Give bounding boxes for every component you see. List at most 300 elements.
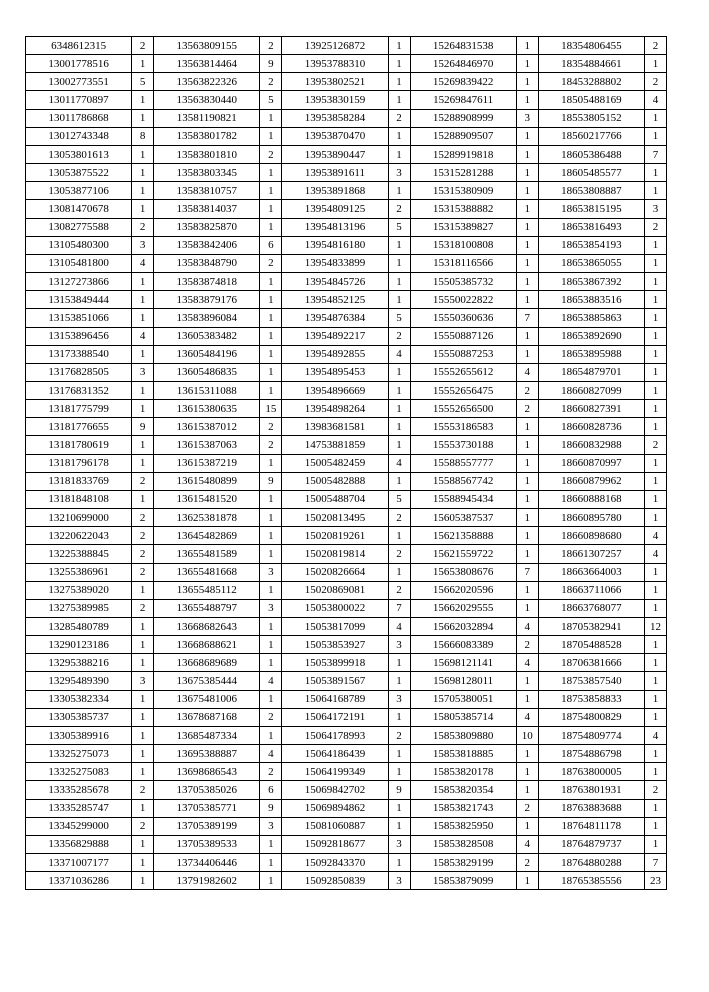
phone-number-cell: 13954809125 xyxy=(282,200,388,218)
count-cell: 1 xyxy=(388,182,410,200)
phone-number-cell: 13605486835 xyxy=(154,363,260,381)
phone-number-cell: 15064178993 xyxy=(282,726,388,744)
phone-number-cell: 13953802521 xyxy=(282,73,388,91)
phone-number-cell: 13954813196 xyxy=(282,218,388,236)
phone-number-cell: 15315389827 xyxy=(410,218,516,236)
table-row xyxy=(26,636,667,654)
phone-number-cell: 15853820354 xyxy=(410,781,516,799)
phone-number-cell: 15264831538 xyxy=(410,37,516,55)
phone-number-cell: 18660827099 xyxy=(538,381,644,399)
table-row xyxy=(26,563,667,581)
count-cell: 1 xyxy=(644,636,666,654)
phone-number-cell: 15081060887 xyxy=(282,817,388,835)
count-cell: 1 xyxy=(132,872,154,890)
count-cell: 1 xyxy=(516,55,538,73)
count-cell: 1 xyxy=(516,218,538,236)
count-cell: 1 xyxy=(388,273,410,291)
table-row xyxy=(26,327,667,345)
count-cell: 1 xyxy=(516,91,538,109)
count-cell: 2 xyxy=(644,781,666,799)
count-cell: 1 xyxy=(260,854,282,872)
phone-number-cell: 13615481520 xyxy=(154,490,260,508)
phone-number-cell: 18654879701 xyxy=(538,363,644,381)
count-cell: 1 xyxy=(260,327,282,345)
count-cell: 4 xyxy=(388,454,410,472)
phone-number-cell: 14753881859 xyxy=(282,436,388,454)
table-row xyxy=(26,618,667,636)
count-cell: 1 xyxy=(644,708,666,726)
phone-number-cell: 13181848108 xyxy=(26,490,132,508)
count-cell: 1 xyxy=(516,454,538,472)
phone-number-cell: 15005488704 xyxy=(282,490,388,508)
phone-number-cell: 13953891611 xyxy=(282,164,388,182)
table-row xyxy=(26,454,667,472)
phone-number-cell: 15552655612 xyxy=(410,363,516,381)
phone-number-cell: 13011770897 xyxy=(26,91,132,109)
table-row xyxy=(26,182,667,200)
table-row xyxy=(26,145,667,163)
phone-number-cell: 13176831352 xyxy=(26,381,132,399)
table-row xyxy=(26,91,667,109)
count-cell: 1 xyxy=(516,182,538,200)
table-row xyxy=(26,781,667,799)
count-cell: 1 xyxy=(388,381,410,399)
phone-number-cell: 13345299000 xyxy=(26,817,132,835)
table-row xyxy=(26,236,667,254)
count-cell: 12 xyxy=(644,618,666,636)
phone-number-cell: 18653808887 xyxy=(538,182,644,200)
phone-number-cell: 15550360636 xyxy=(410,309,516,327)
phone-number-cell: 13583810757 xyxy=(154,182,260,200)
phone-number-cell: 15092818677 xyxy=(282,835,388,853)
phone-number-cell: 13655481589 xyxy=(154,545,260,563)
count-cell: 1 xyxy=(388,527,410,545)
table-row xyxy=(26,164,667,182)
count-cell: 2 xyxy=(516,400,538,418)
phone-number-cell: 13181775799 xyxy=(26,400,132,418)
table-row xyxy=(26,690,667,708)
phone-number-cell: 18764811178 xyxy=(538,817,644,835)
count-cell: 1 xyxy=(644,599,666,617)
phone-number-cell: 13645482869 xyxy=(154,527,260,545)
phone-number-cell: 13583825870 xyxy=(154,218,260,236)
phone-number-cell: 18764879737 xyxy=(538,835,644,853)
count-cell: 5 xyxy=(388,218,410,236)
phone-number-cell: 13081470678 xyxy=(26,200,132,218)
phone-number-cell: 13685487334 xyxy=(154,726,260,744)
phone-number-cell: 15662029555 xyxy=(410,599,516,617)
count-cell: 1 xyxy=(388,672,410,690)
count-cell: 5 xyxy=(132,73,154,91)
count-cell: 2 xyxy=(388,109,410,127)
count-cell: 1 xyxy=(516,527,538,545)
table-row xyxy=(26,599,667,617)
count-cell: 2 xyxy=(516,381,538,399)
count-cell: 1 xyxy=(644,581,666,599)
phone-number-cell: 13325275073 xyxy=(26,745,132,763)
phone-number-cell: 13305382334 xyxy=(26,690,132,708)
count-cell: 4 xyxy=(644,545,666,563)
count-cell: 1 xyxy=(132,799,154,817)
count-cell: 2 xyxy=(516,636,538,654)
count-cell: 1 xyxy=(260,200,282,218)
count-cell: 1 xyxy=(516,599,538,617)
count-cell: 1 xyxy=(644,400,666,418)
count-cell: 2 xyxy=(644,218,666,236)
count-cell: 1 xyxy=(516,37,538,55)
table-row xyxy=(26,835,667,853)
phone-number-cell: 13053801613 xyxy=(26,145,132,163)
phone-number-cell: 13953870470 xyxy=(282,127,388,145)
phone-number-cell: 13583896084 xyxy=(154,309,260,327)
count-cell: 1 xyxy=(516,781,538,799)
count-cell: 1 xyxy=(516,545,538,563)
phone-number-cell: 13153849444 xyxy=(26,291,132,309)
count-cell: 1 xyxy=(388,145,410,163)
count-cell: 1 xyxy=(388,563,410,581)
count-cell: 1 xyxy=(388,654,410,672)
count-cell: 1 xyxy=(644,835,666,853)
count-cell: 1 xyxy=(516,164,538,182)
count-cell: 2 xyxy=(260,145,282,163)
phone-number-cell: 15853825950 xyxy=(410,817,516,835)
count-cell: 1 xyxy=(132,309,154,327)
count-cell: 1 xyxy=(644,182,666,200)
count-cell: 1 xyxy=(516,127,538,145)
phone-number-cell: 15053817099 xyxy=(282,618,388,636)
phone-number-cell: 15020869081 xyxy=(282,581,388,599)
phone-number-cell: 18553805152 xyxy=(538,109,644,127)
count-cell: 1 xyxy=(132,745,154,763)
count-cell: 1 xyxy=(388,799,410,817)
count-cell: 1 xyxy=(260,490,282,508)
count-cell: 2 xyxy=(644,73,666,91)
phone-number-cell: 15069894862 xyxy=(282,799,388,817)
phone-number-cell: 13583801810 xyxy=(154,145,260,163)
phone-number-cell: 13625381878 xyxy=(154,509,260,527)
phone-number-cell: 15064199349 xyxy=(282,763,388,781)
count-cell: 1 xyxy=(516,817,538,835)
phone-number-cell: 15662020596 xyxy=(410,581,516,599)
count-cell: 2 xyxy=(388,327,410,345)
table-row xyxy=(26,400,667,418)
phone-number-cell: 13655488797 xyxy=(154,599,260,617)
table-row xyxy=(26,109,667,127)
count-cell: 2 xyxy=(132,472,154,490)
count-cell: 2 xyxy=(132,817,154,835)
count-cell: 1 xyxy=(516,73,538,91)
phone-number-cell: 13953788310 xyxy=(282,55,388,73)
phone-number-cell: 13153851066 xyxy=(26,309,132,327)
count-cell: 1 xyxy=(516,763,538,781)
count-cell: 1 xyxy=(644,327,666,345)
count-cell: 2 xyxy=(388,509,410,527)
phone-number-cell: 18354806455 xyxy=(538,37,644,55)
table-row xyxy=(26,309,667,327)
count-cell: 1 xyxy=(260,164,282,182)
count-cell: 1 xyxy=(132,345,154,363)
count-cell: 1 xyxy=(388,400,410,418)
phone-number-cell: 15552656500 xyxy=(410,400,516,418)
count-cell: 2 xyxy=(644,37,666,55)
phone-number-cell: 13668682643 xyxy=(154,618,260,636)
count-cell: 2 xyxy=(132,218,154,236)
phone-number-cell: 15269839422 xyxy=(410,73,516,91)
count-cell: 1 xyxy=(644,418,666,436)
phone-number-cell: 18754800829 xyxy=(538,708,644,726)
count-cell: 1 xyxy=(260,309,282,327)
count-cell: 1 xyxy=(516,490,538,508)
count-cell: 7 xyxy=(388,599,410,617)
table-body xyxy=(26,37,667,890)
count-cell: 1 xyxy=(132,273,154,291)
count-cell: 1 xyxy=(132,763,154,781)
phone-number-cell: 13105480300 xyxy=(26,236,132,254)
count-cell: 1 xyxy=(260,509,282,527)
table-row xyxy=(26,37,667,55)
phone-number-cell: 13954896669 xyxy=(282,381,388,399)
phone-number-cell: 13583814037 xyxy=(154,200,260,218)
phone-number-cell: 15705380051 xyxy=(410,690,516,708)
phone-number-cell: 13983681581 xyxy=(282,418,388,436)
table-row xyxy=(26,745,667,763)
phone-number-cell: 13705385771 xyxy=(154,799,260,817)
phone-number-cell: 13615311088 xyxy=(154,381,260,399)
phone-number-cell: 15505385732 xyxy=(410,273,516,291)
phone-number-cell: 15662032894 xyxy=(410,618,516,636)
count-cell: 2 xyxy=(260,436,282,454)
count-cell: 9 xyxy=(260,472,282,490)
phone-number-cell: 18663664003 xyxy=(538,563,644,581)
phone-number-cell: 15853821743 xyxy=(410,799,516,817)
phone-number-cell: 18705488528 xyxy=(538,636,644,654)
count-cell: 4 xyxy=(516,363,538,381)
count-cell: 1 xyxy=(516,145,538,163)
phone-number-cell: 18653815195 xyxy=(538,200,644,218)
phone-number-cell: 13705389199 xyxy=(154,817,260,835)
count-cell: 6 xyxy=(260,236,282,254)
count-cell: 1 xyxy=(388,436,410,454)
phone-number-cell: 13563822326 xyxy=(154,73,260,91)
count-cell: 2 xyxy=(644,436,666,454)
phone-number-cell: 13953830159 xyxy=(282,91,388,109)
count-cell: 1 xyxy=(388,291,410,309)
phone-number-cell: 15092850839 xyxy=(282,872,388,890)
phone-number-cell: 18763801931 xyxy=(538,781,644,799)
count-cell: 1 xyxy=(132,490,154,508)
phone-number-cell: 13181776655 xyxy=(26,418,132,436)
count-cell: 1 xyxy=(516,472,538,490)
count-cell: 1 xyxy=(260,345,282,363)
phone-number-cell: 13105481800 xyxy=(26,254,132,272)
count-cell: 3 xyxy=(388,690,410,708)
phone-number-cell: 18653854193 xyxy=(538,236,644,254)
count-cell: 1 xyxy=(644,291,666,309)
phone-number-cell: 15550022822 xyxy=(410,291,516,309)
phone-number-cell: 15315281288 xyxy=(410,164,516,182)
phone-number-cell: 15553730188 xyxy=(410,436,516,454)
count-cell: 1 xyxy=(132,291,154,309)
count-cell: 1 xyxy=(644,799,666,817)
table-row xyxy=(26,127,667,145)
count-cell: 2 xyxy=(132,37,154,55)
count-cell: 1 xyxy=(132,618,154,636)
count-cell: 3 xyxy=(388,164,410,182)
phone-number-cell: 18754809774 xyxy=(538,726,644,744)
count-cell: 1 xyxy=(516,273,538,291)
table-row xyxy=(26,854,667,872)
count-cell: 1 xyxy=(516,672,538,690)
table-row xyxy=(26,726,667,744)
count-cell: 1 xyxy=(388,745,410,763)
phone-number-cell: 13615387063 xyxy=(154,436,260,454)
count-cell: 2 xyxy=(516,854,538,872)
count-cell: 1 xyxy=(516,418,538,436)
count-cell: 1 xyxy=(644,563,666,581)
count-cell: 1 xyxy=(388,254,410,272)
count-cell: 23 xyxy=(644,872,666,890)
count-cell: 1 xyxy=(132,835,154,853)
count-cell: 1 xyxy=(516,436,538,454)
phone-number-cell: 15053899918 xyxy=(282,654,388,672)
count-cell: 2 xyxy=(516,799,538,817)
table-row xyxy=(26,817,667,835)
phone-number-cell: 18763883688 xyxy=(538,799,644,817)
phone-number-cell: 18660870997 xyxy=(538,454,644,472)
phone-number-cell: 13181833769 xyxy=(26,472,132,490)
phone-number-cell: 15853820178 xyxy=(410,763,516,781)
phone-number-cell: 13615387219 xyxy=(154,454,260,472)
phone-number-cell: 13181796178 xyxy=(26,454,132,472)
count-cell: 1 xyxy=(132,726,154,744)
phone-number-cell: 15020826664 xyxy=(282,563,388,581)
phone-number-cell: 18505488169 xyxy=(538,91,644,109)
count-cell: 1 xyxy=(388,73,410,91)
count-cell: 15 xyxy=(260,400,282,418)
phone-number-cell: 13954892855 xyxy=(282,345,388,363)
count-cell: 1 xyxy=(388,472,410,490)
count-cell: 10 xyxy=(516,726,538,744)
phone-number-cell: 13275389020 xyxy=(26,581,132,599)
count-cell: 4 xyxy=(132,327,154,345)
phone-number-cell: 15853879099 xyxy=(410,872,516,890)
phone-number-cell: 15550887253 xyxy=(410,345,516,363)
count-cell: 6 xyxy=(260,781,282,799)
count-cell: 1 xyxy=(388,127,410,145)
phone-number-cell: 15698128011 xyxy=(410,672,516,690)
count-cell: 1 xyxy=(132,109,154,127)
count-cell: 1 xyxy=(516,254,538,272)
table-row xyxy=(26,418,667,436)
count-cell: 4 xyxy=(260,672,282,690)
count-cell: 1 xyxy=(388,418,410,436)
phone-number-cell: 15269847611 xyxy=(410,91,516,109)
count-cell: 1 xyxy=(644,690,666,708)
count-cell: 7 xyxy=(644,854,666,872)
count-cell: 1 xyxy=(516,327,538,345)
phone-number-cell: 18653816493 xyxy=(538,218,644,236)
phone-number-cell: 13615480899 xyxy=(154,472,260,490)
table-row xyxy=(26,55,667,73)
phone-number-cell: 15288909507 xyxy=(410,127,516,145)
count-cell: 1 xyxy=(260,127,282,145)
phone-number-cell: 13583879176 xyxy=(154,291,260,309)
phone-number-cell: 15092843370 xyxy=(282,854,388,872)
count-cell: 1 xyxy=(388,708,410,726)
table-row xyxy=(26,672,667,690)
phone-number-cell: 15064168789 xyxy=(282,690,388,708)
count-cell: 1 xyxy=(644,363,666,381)
phone-number-cell: 13615387012 xyxy=(154,418,260,436)
count-cell: 1 xyxy=(260,835,282,853)
phone-number-cell: 13705385026 xyxy=(154,781,260,799)
phone-number-cell: 13325275083 xyxy=(26,763,132,781)
count-cell: 1 xyxy=(260,218,282,236)
phone-number-cell: 13954845726 xyxy=(282,273,388,291)
phone-number-cell: 15588567742 xyxy=(410,472,516,490)
phone-number-cell: 13675385444 xyxy=(154,672,260,690)
phone-number-cell: 13953891868 xyxy=(282,182,388,200)
count-cell: 4 xyxy=(516,654,538,672)
phone-number-cell: 6348612315 xyxy=(26,37,132,55)
count-cell: 3 xyxy=(132,672,154,690)
phone-number-cell: 15805385714 xyxy=(410,708,516,726)
count-cell: 1 xyxy=(260,381,282,399)
phone-number-cell: 13954898264 xyxy=(282,400,388,418)
count-cell: 4 xyxy=(644,527,666,545)
phone-number-cell: 13153896456 xyxy=(26,327,132,345)
phone-number-cell: 18764880288 xyxy=(538,854,644,872)
phone-number-cell: 18661307257 xyxy=(538,545,644,563)
table-row xyxy=(26,763,667,781)
phone-number-cell: 13225388845 xyxy=(26,545,132,563)
phone-number-cell: 15666083389 xyxy=(410,636,516,654)
count-cell: 2 xyxy=(388,200,410,218)
phone-number-cell: 13220622043 xyxy=(26,527,132,545)
phone-number-cell: 15653808676 xyxy=(410,563,516,581)
phone-number-cell: 13001778516 xyxy=(26,55,132,73)
count-cell: 5 xyxy=(388,309,410,327)
count-cell: 1 xyxy=(388,763,410,781)
phone-number-cell: 13053877106 xyxy=(26,182,132,200)
phone-number-cell: 15264846970 xyxy=(410,55,516,73)
count-cell: 1 xyxy=(644,309,666,327)
count-cell: 1 xyxy=(516,581,538,599)
table-row xyxy=(26,345,667,363)
phone-number-cell: 15064186439 xyxy=(282,745,388,763)
table-row xyxy=(26,872,667,890)
phone-number-cell: 13678687168 xyxy=(154,708,260,726)
phone-number-cell: 15550887126 xyxy=(410,327,516,345)
phone-number-cell: 15315388882 xyxy=(410,200,516,218)
count-cell: 1 xyxy=(644,817,666,835)
phone-number-cell: 18560217766 xyxy=(538,127,644,145)
count-cell: 1 xyxy=(644,509,666,527)
phone-number-cell: 15853809880 xyxy=(410,726,516,744)
phone-number-cell: 15053800022 xyxy=(282,599,388,617)
phone-number-cell: 18763800005 xyxy=(538,763,644,781)
count-cell: 4 xyxy=(516,708,538,726)
count-cell: 1 xyxy=(388,236,410,254)
phone-number-cell: 13583848790 xyxy=(154,254,260,272)
table-row xyxy=(26,73,667,91)
count-cell: 1 xyxy=(644,345,666,363)
phone-number-cell: 13705389533 xyxy=(154,835,260,853)
phone-number-cell: 18653892690 xyxy=(538,327,644,345)
count-cell: 1 xyxy=(644,254,666,272)
count-cell: 2 xyxy=(260,254,282,272)
count-cell: 3 xyxy=(516,109,538,127)
